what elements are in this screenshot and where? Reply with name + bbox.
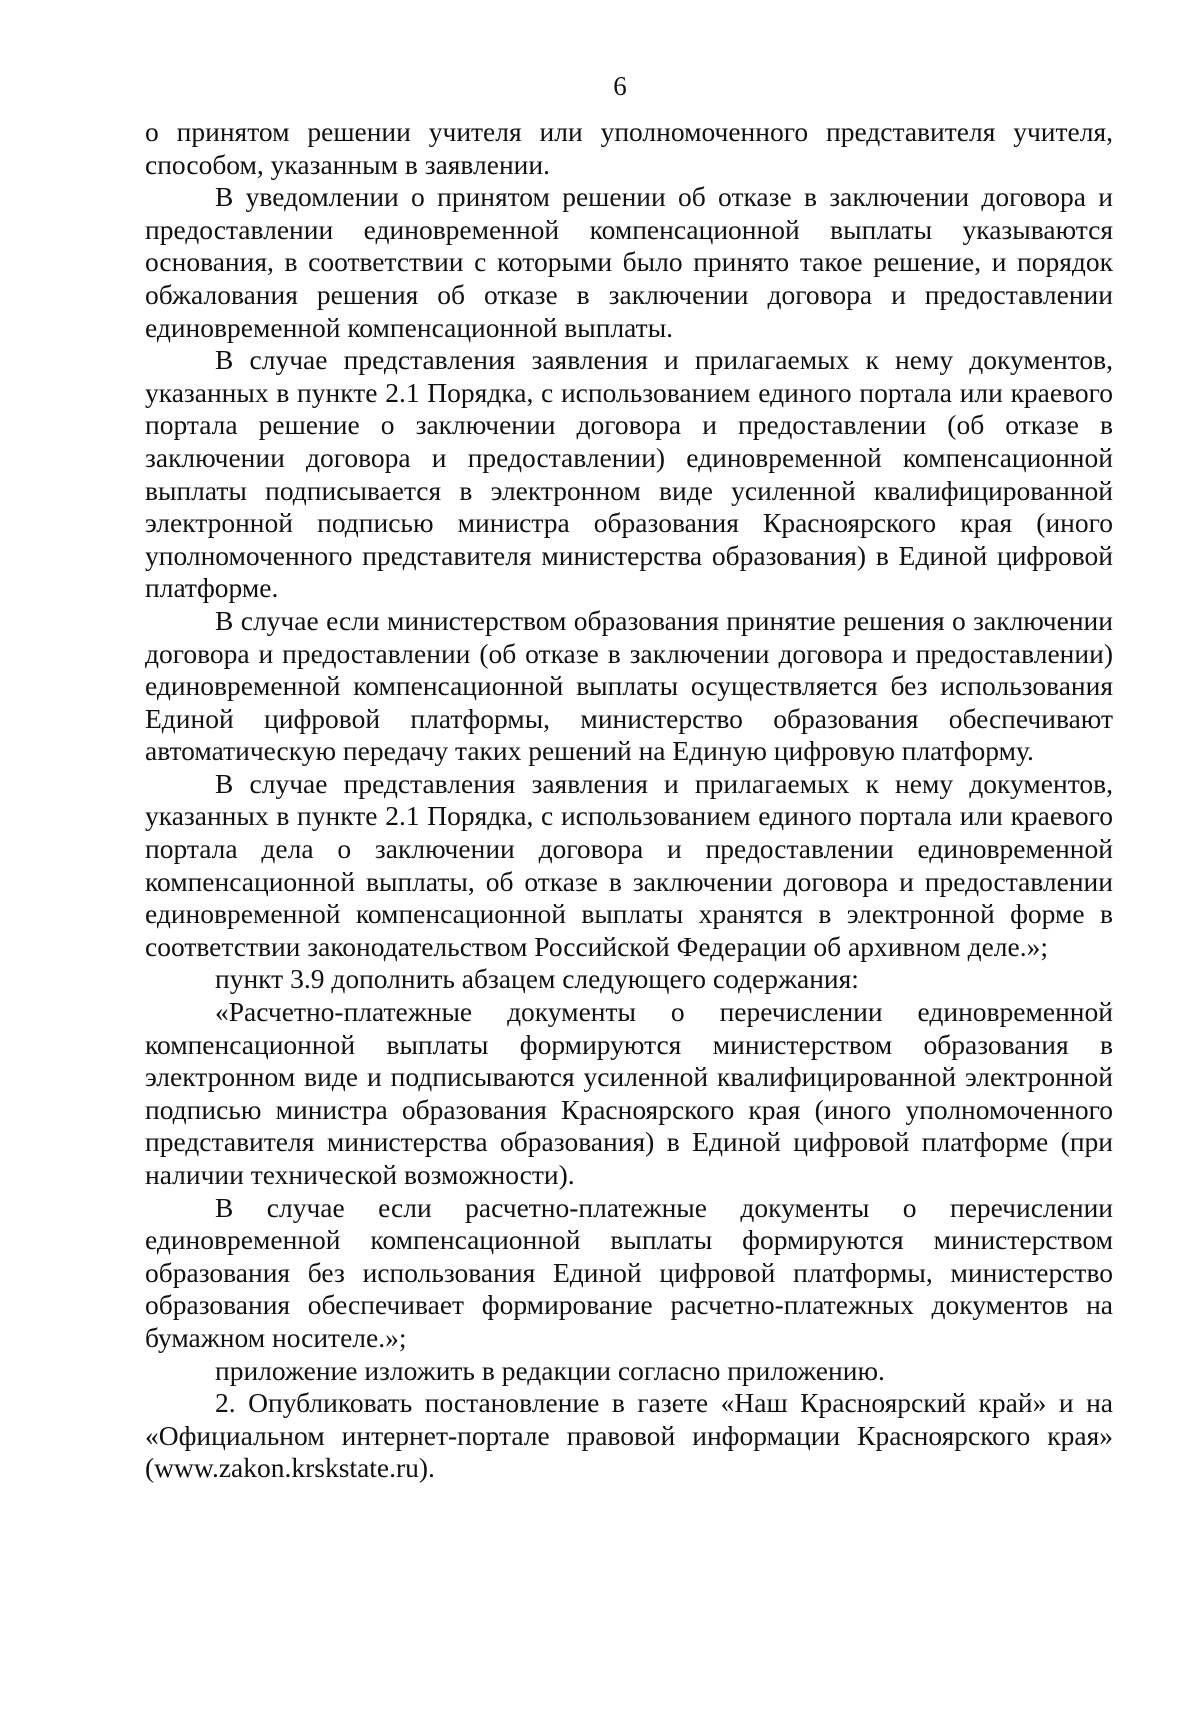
paragraph-amend-3-9: пункт 3.9 дополнить абзацем следующего содержания: [215, 963, 859, 995]
paragraph-refusal-notice: В уведомлении о принятом решении об отказе в заключении договора и предоставлении единовременной компенсационной выплаты указываются основания, в соответствии с которыми было принято такое решение, и порядок обжалования решения об отказе в заключении договора и предоставлении единовременной компенсационной выплаты. [145, 181, 1113, 343]
page-number: 6 [613, 71, 627, 101]
paragraph-electronic-storage: В случае представления заявления и прилагаемых к нему документов, указанных в пункте 2.1 Порядка, с использованием единого портала или краевого портала дела о заключении договора и предоставлении единовременной компенсационной выплаты, об отказе в заключении договора и предоставлении единовременной компенсационной выплаты хранятся в электронной форме в соответствии законодательством Российской Федерации об архивном деле.»; [145, 767, 1113, 962]
document-body [145, 116, 1113, 1485]
paragraph-electronic-signature: В случае представления заявления и прилагаемых к нему документов, указанных в пункте 2.1 Порядка, с использованием единого портала или краевого портала решение о заключении договора и предоставлении (об отказе в заключении договора и предоставлении) единовременной компенсационной выплаты подписывается в электронном виде усиленной квалифицированной электронной подписью министра образования Красноярского края (иного уполномоченного представителя министерства образования) в Единой цифровой платформе. [145, 344, 1113, 604]
paragraph-automatic-transfer: В случае если министерством образования принятие решения о заключении договора и предоставлении (об отказе в заключении договора и предоставлении) единовременной компенсационной выплаты осуществляется без использования Единой цифровой платформы, министерство образования обеспечивают автоматическую передачу таких решений на Единую цифровую платформу. [145, 604, 1113, 767]
paragraph-publication: 2. Опубликовать постановление в газете «Наш Красноярский край» и на «Официальном интернет-портале правовой информации Красноярского края» (www.zakon.krskstate.ru). [145, 1387, 1113, 1484]
paragraph-appendix: приложение изложить в редакции согласно приложению. [215, 1354, 885, 1386]
paragraph-paper-documents: В случае если расчетно-платежные документы о перечислении единовременной компенсационной выплаты формируются министерством образования без использования Единой цифровой платформы, министерство образования обеспечивает формирование расчетно-платежных документов на бумажном носителе.»; [145, 1191, 1113, 1353]
paragraph-continuation: о принятом решении учителя или уполномоченного представителя учителя, способом, указанным в заявлении. [145, 116, 1113, 180]
paragraph-payment-documents: «Расчетно-платежные документы о перечислении единовременной компенсационной выплаты формируются министерством образования в электронном виде и подписываются усиленной квалифицированной электронной подписью министра образования Красноярского края (иного уполномоченного представителя министерства образования) в Единой цифровой платформе (при наличии технической возможности). [145, 996, 1113, 1190]
